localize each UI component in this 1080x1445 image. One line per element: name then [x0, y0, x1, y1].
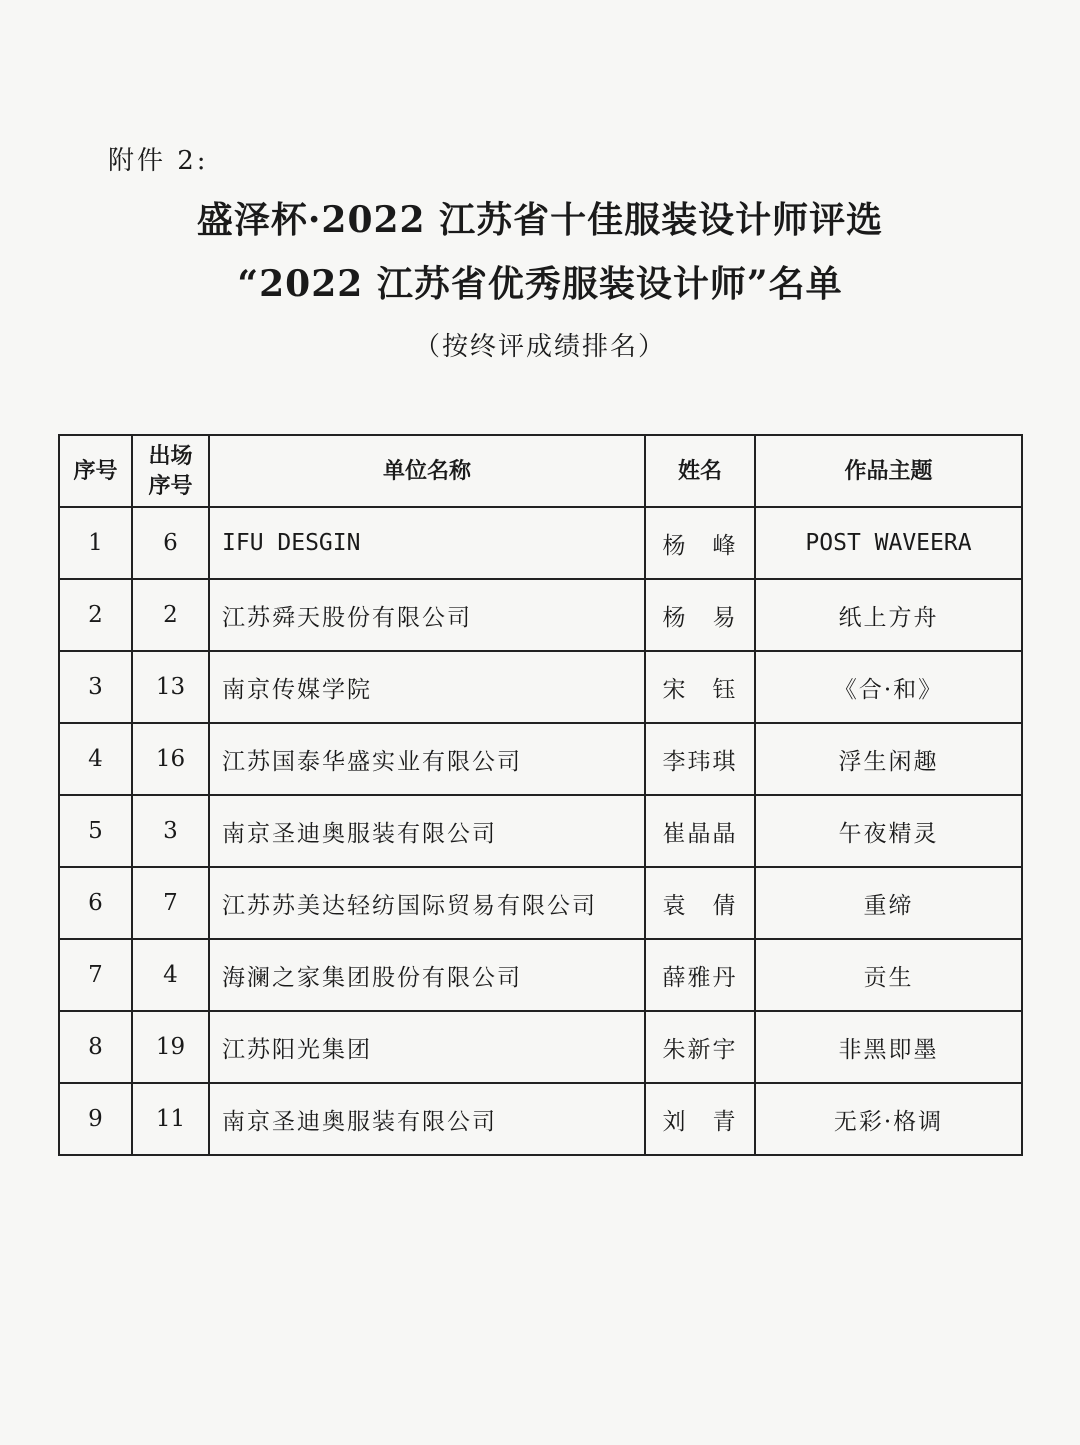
cell-appearance: 16 — [132, 723, 209, 795]
cell-theme: 重缔 — [755, 867, 1022, 939]
table-row — [59, 1011, 1022, 1083]
table-row — [59, 867, 1022, 939]
header-name: 姓名 — [645, 435, 755, 507]
table-row — [59, 795, 1022, 867]
cell-appearance: 6 — [132, 507, 209, 579]
cell-name: 杨 易 — [645, 579, 755, 651]
table-row — [59, 939, 1022, 1011]
document-title: 盛泽杯·2022 江苏省十佳服装设计师评选 — [196, 199, 884, 241]
cell-unit: 江苏苏美达轻纺国际贸易有限公司 — [209, 867, 645, 939]
document-title-line2: “2022 江苏省优秀服装设计师”名单 — [237, 263, 843, 305]
cell-name: 朱新宇 — [645, 1011, 755, 1083]
table-row — [59, 507, 1022, 579]
cell-rank: 5 — [59, 795, 132, 867]
ranking-note: （按终评成绩排名） — [413, 332, 666, 362]
cell-name: 宋 钰 — [645, 651, 755, 723]
cell-rank: 1 — [59, 507, 132, 579]
designer-list-table — [58, 434, 1023, 1156]
cell-name: 李玮琪 — [645, 723, 755, 795]
header-theme: 作品主题 — [755, 435, 1022, 507]
cell-unit: 海澜之家集团股份有限公司 — [209, 939, 645, 1011]
cell-theme: 无彩·格调 — [755, 1083, 1022, 1155]
header-unit: 单位名称 — [209, 435, 645, 507]
header-rank: 序号 — [59, 435, 132, 507]
header-appearance-line2: 序号 — [148, 473, 193, 499]
cell-theme: 浮生闲趣 — [755, 723, 1022, 795]
cell-appearance: 3 — [132, 795, 209, 867]
cell-appearance: 13 — [132, 651, 209, 723]
cell-theme: 纸上方舟 — [755, 579, 1022, 651]
table-header-row — [59, 435, 1022, 507]
cell-theme: POST WAVEERA — [755, 507, 1022, 579]
cell-unit: 南京传媒学院 — [209, 651, 645, 723]
cell-rank: 8 — [59, 1011, 132, 1083]
cell-appearance: 4 — [132, 939, 209, 1011]
cell-theme: 非黑即墨 — [755, 1011, 1022, 1083]
cell-unit: 江苏阳光集团 — [209, 1011, 645, 1083]
cell-name: 薛雅丹 — [645, 939, 755, 1011]
cell-rank: 6 — [59, 867, 132, 939]
cell-theme: 午夜精灵 — [755, 795, 1022, 867]
header-appearance — [132, 435, 209, 507]
table-row — [59, 579, 1022, 651]
cell-unit: 江苏国泰华盛实业有限公司 — [209, 723, 645, 795]
cell-name: 崔晶晶 — [645, 795, 755, 867]
cell-rank: 3 — [59, 651, 132, 723]
cell-appearance: 7 — [132, 867, 209, 939]
cell-rank: 9 — [59, 1083, 132, 1155]
cell-theme: 贡生 — [755, 939, 1022, 1011]
header-appearance-line1: 出场 — [148, 443, 193, 469]
cell-unit: 江苏舜天股份有限公司 — [209, 579, 645, 651]
cell-rank: 2 — [59, 579, 132, 651]
cell-name: 杨 峰 — [645, 507, 755, 579]
cell-unit: 南京圣迪奥服装有限公司 — [209, 795, 645, 867]
table-row — [59, 651, 1022, 723]
cell-appearance: 2 — [132, 579, 209, 651]
cell-appearance: 11 — [132, 1083, 209, 1155]
cell-name: 刘 青 — [645, 1083, 755, 1155]
cell-rank: 7 — [59, 939, 132, 1011]
annex-label: 附件 2: — [108, 146, 209, 176]
cell-rank: 4 — [59, 723, 132, 795]
cell-name: 袁 倩 — [645, 867, 755, 939]
cell-unit: 南京圣迪奥服装有限公司 — [209, 1083, 645, 1155]
cell-unit: IFU DESGIN — [209, 507, 645, 579]
table-row — [59, 1083, 1022, 1155]
cell-theme: 《合·和》 — [755, 651, 1022, 723]
cell-appearance: 19 — [132, 1011, 209, 1083]
table-row — [59, 723, 1022, 795]
